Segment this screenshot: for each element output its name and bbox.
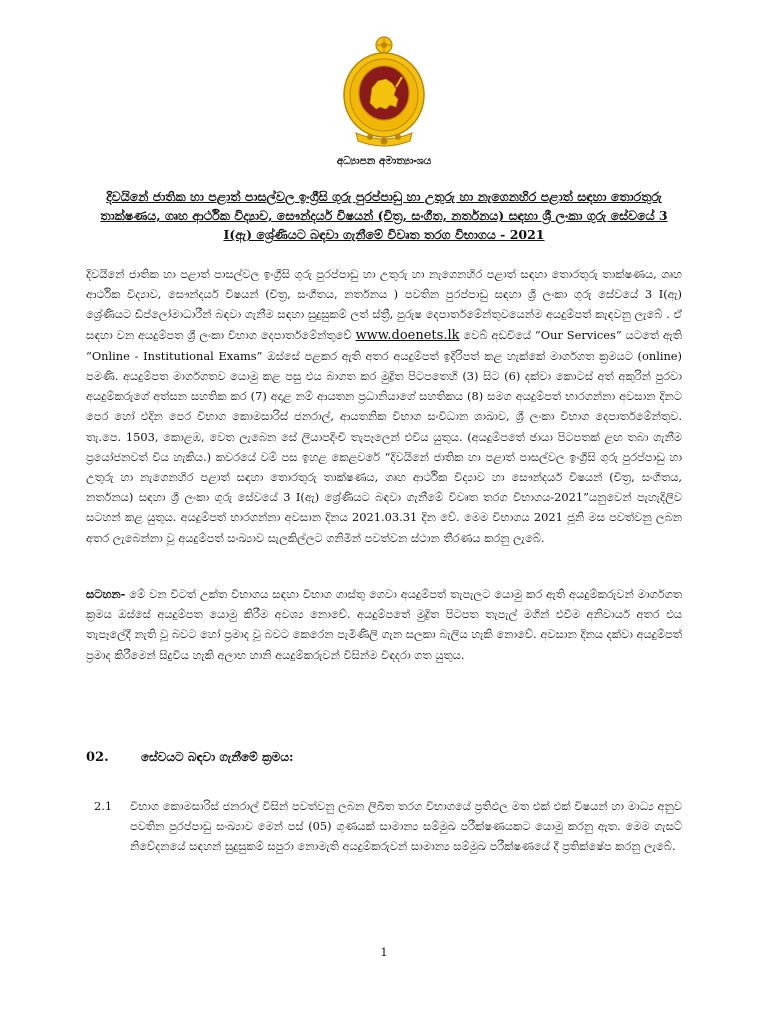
ministry-name: අධ්‍යාපන අමාත්‍යාංශය (336, 155, 432, 167)
item-number: 2.1 (94, 799, 113, 813)
section-heading (86, 750, 682, 770)
website-link[interactable]: www.doenets.lk (355, 327, 460, 343)
note-label: සටහන- (86, 587, 126, 601)
note-paragraph (86, 584, 682, 665)
paragraph-1-intro: දිවයිනේ ජාතික හා පළාත් පාසල්වල ඉංග්‍රීසි ගුරු පුරප්පාඩු හා උතුරු හා නැගෙනහිර පළාත් සඳහා තොරතුරු තාක්ෂණය, ගෘහ ආර්ථික විද්‍යාව, සෞන්දර්ය විෂයන් (චිත්‍ර, සංගීතය, නර්තනය ) පවතින පුරප්පාඩු සඳහා ශ්‍රී ලංකා ගුරු සේවයේ 3 I(ඇ) ශ්‍රේණියට ඩිප්ලෝමාධාරීන් බඳවා ගැනීම සඳහා සුදුසුකම් ලත් ස්ත්‍රී, පුරුෂ දෙපාර්තමේන්තුවයෙන්ම අයදුම්පත් කැඳවනු ලැබේ . ඒ සඳහා වන අයදුම්පත ශ්‍රී ලංකා විභාග දෙපාර්තමේන්තුවේ (86, 267, 682, 342)
section-title: සේවයට බඳවා ගැනීමේ ක්‍රමය: (141, 750, 294, 764)
paragraph-1 (86, 264, 682, 548)
item-text: විභාග කොමසාරිස් ජනරාල් විසින් පවත්වනු ලබන ලිඛිත තරග විභාගයේ ප්‍රතිඵල මත එක් එක් විෂයන් හා මාධ්‍ය අනුව පවතින පුරප්පාඩු සංඛ්‍යාව මෙන් පස් (05) ගුණයක් සාමාන්‍ය සම්මුඛ පරීක්ෂණයකට යොමු කරනු ඇත. මෙම ගැසට් නිවේදනයේ සඳහන් සුදුසුකම් සපුරා නොමැති අයදුම්කරුවන් සාමාන්‍ය සම්මුඛ පරීක්ෂණයේ දී ප්‍රතික්ෂේප කරනු ලැබේ. (130, 799, 682, 854)
document-title: දිවයිනේ ජාතික හා පළාත් පාසල්වල ඉංග්‍රීසි ගුරු පුරප්පාඩු හා උතුරු හා නැගෙනහිර පළාත් සඳහා තොරතුරු තාක්ෂණය, ගෘහ ආර්ථික විද්‍යාව, සෞන්දර්ය විෂයන් (චිත්‍ර, සංගීත, නර්තනය) සඳහා ශ්‍රී ලංකා ගුරු සේවයේ 3 I(ඇ) ශ්‍රේණියට බඳවා ගැනීමේ විවෘත තරග විභාගය - 2021 (100, 189, 668, 242)
note-text: මේ වන විටත් උක්ත විභාගය සඳහා විභාග ගාස්තු ගෙවා අයදුම්පත් තැපැලට යොමු කර ඇති අයදුම්කරුවන් මාර්ගගත ක්‍රමය ඔස්සේ අයදුම්පත යොමු කිරීම අවශ්‍ය නොවේ. අයදුම්පතේ මුද්‍රිත පිටපත තැපැල් මගින් එවීම අනිවාර්ය අතර එය තැපෑලේදී නැති වූ බවට හෝ ප්‍රමාද වූ බවට කෙරෙන පැමිණිලි ගැන සලකා බැලිය හැකි නොවේ. අවසාන දිනය දක්වා අයදුම්පත් ප්‍රමාද කිරීමෙන් සිදුවිය හැකි අලාභ හානි අයදුම්කරුවන් විසින්ම විඳදරා ගත යුතුය. (86, 587, 682, 662)
paragraph-1-body: වෙබ් අඩවියේ “Our Services” යටතේ ඇති “Online - Institutional Exams” ඔස්සේ පළකර ඇති අතර අයදුම්පත් ඉදිරිපත් කළ හැක්කේ මාර්ගගත ක්‍රමයට (online) පමණි. අයදුම්පත මාර්ගගතව යොමු කළ පසු එය බාගත කර මුද්‍රිත පිටපතෙහි (3) සිට (6) දක්වා කොටස් අත් අකුරින් පුරවා අයදුම්කරුගේ අත්සන සහතික කර (7) අදාළ නම් ආයතන ප්‍රධානියාගේ සහතිකය (8) සමග අයදුම්පත් භාරගන්නා අවසාන දිනට පෙර හෝ එදින පෙර විභාග කොමසාරිස් ජනරාල්, ආයතනික විභාග සංවිධාන ශාඛාව, ශ්‍රී ලංකා විභාග දෙපාර්තමේන්තුව. තැ.පෙ. 1503, කොළඹ, වෙත ලැබෙන සේ ලියාපදිංචි තැපෑලෙන් එවිය යුතුය. (අයදුම්පතේ ඡායා පිටපතක් ළඟ තබා ගැනීම ප්‍රයෝජනවත් විය හැකිය.) කවරයේ වම් පස ඉහළ කෙළවරේ “දිවයිනේ ජාතික හා පළාත් පාසල්වල ඉංග්‍රීසි ගුරු පුරප්පාඩු හා උතුරු හා නැගෙනහිර පළාත් සඳහා තොරතුරු තාක්ෂණය, ගෘහ ආර්ථික විද්‍යාව හා සෞන්දර්ය විෂයන් (චිත්‍ර, සංගීතය, නර්තනය) සඳහා ශ්‍රී ලංකා ගුරු සේවයේ 3 I(ඇ) ශ්‍රේණියට බඳවා ගැනීමේ විවෘත තරග විභාගය-2021”යනුවෙන් පැහැදිලිව සටහන් කළ යුතුය. අයදුම්පත් භාරගන්නා අවසාන දිනය 2021.03.31 දින වේ. මෙම විභාගය 2021 ජූනි මස පවත්වනු ලබන අතර ලැබෙන්නා වූ අයදුම්පත් සංඛ්‍යාව සැලකිල්ලට ගනිමින් පවත්වන ස්ථාන තීරණය කරනු ලැබේ. (86, 327, 682, 545)
section-number: 02. (86, 750, 109, 765)
sri-lanka-emblem-icon (340, 33, 428, 151)
page-number: 1 (380, 946, 388, 959)
